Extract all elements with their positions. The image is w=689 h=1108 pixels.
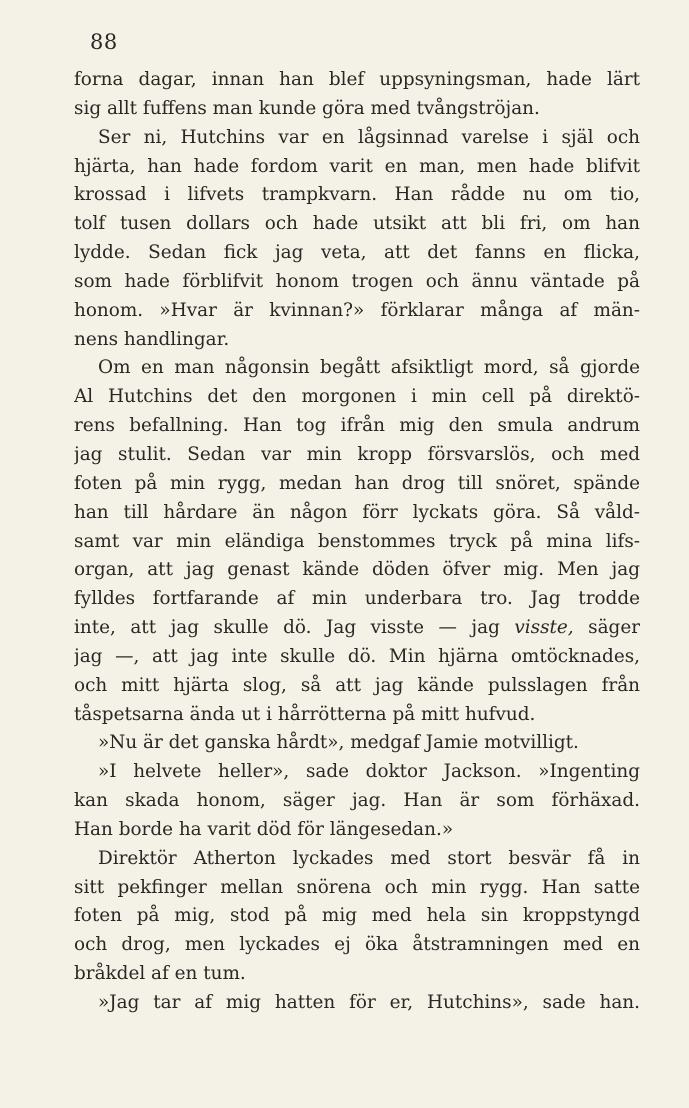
text-line: Ser ni, Hutchins var en lågsinnad varelse i själ och	[98, 126, 640, 148]
text-line: foten på mig, stod på mig med hela sin kroppstyngd	[74, 905, 640, 927]
text-line: forna dagar, innan han blef uppsyningsman, hade lärt	[74, 69, 640, 90]
text-line: »I helvete heller», sade doktor Jackson. »Ingenting	[98, 761, 640, 783]
text-line: tåspetsarna ända ut i hårrötterna på mitt hufvud.	[74, 703, 536, 725]
text-line: sig allt fuffens man kunde göra med tvångströjan.	[74, 97, 540, 119]
text-line: rens befallning. Han tog ifrån mig den smula andrum	[74, 415, 640, 437]
text-line: honom. »Hvar är kvinnan?» förklarar många af män-	[74, 299, 640, 321]
body-text	[74, 66, 640, 1018]
text-line: han till hårdare än någon förr lyckats göra. Så våld-	[74, 501, 640, 523]
text-line: Han borde ha varit död för längesedan.»	[74, 818, 454, 840]
text-line: inte, att jag skulle dö. Jag visste — jag visste, säger	[74, 617, 640, 639]
text-line: hjärta, han hade fordom varit en man, men hade blifvit	[74, 155, 640, 177]
page-number: 88	[90, 30, 118, 54]
text-line: tolf tusen dollars och hade utsikt att bli fri, om han	[74, 213, 640, 235]
text-line: krossad i lifvets trampkvarn. Han rådde nu om tio,	[74, 184, 640, 206]
text-line: bråkdel af en tum.	[74, 963, 246, 985]
text-line: Direktör Atherton lyckades med stort besvär få in	[98, 847, 640, 869]
text-line: samt var min eländiga benstommes tryck på mina lifs-	[74, 530, 640, 552]
text-line: foten på min rygg, medan han drog till snöret, spände	[74, 472, 640, 494]
text-line: och drog, men lyckades ej öka åtstramningen med en	[74, 934, 640, 956]
text-line: Al Hutchins det den morgonen i min cell på direktö-	[74, 386, 640, 408]
text-line: och mitt hjärta slog, så att jag kände pulsslagen från	[74, 674, 640, 696]
text-line: jag —, att jag inte skulle dö. Min hjärna omtöcknades,	[74, 645, 640, 667]
text-line: »Jag tar af mig hatten för er, Hutchins», sade han.	[98, 992, 640, 1013]
text-line: »Nu är det ganska hårdt», medgaf Jamie motvilligt.	[98, 732, 579, 754]
text-line: sitt pekfinger mellan snörena och min rygg. Han satte	[74, 876, 640, 898]
text-line: fylldes fortfarande af min underbara tro. Jag trodde	[74, 588, 640, 610]
text-line: lydde. Sedan fick jag veta, att det fanns en flicka,	[74, 242, 640, 264]
text-line: Om en man någonsin begått afsiktligt mord, så gjorde	[98, 357, 640, 379]
text-line: organ, att jag genast kände döden öfver mig. Men jag	[74, 559, 640, 581]
text-line: nens handlingar.	[74, 328, 230, 350]
text-line: jag stulit. Sedan var min kropp försvarslös, och med	[74, 443, 640, 465]
emphasis: visste,	[514, 617, 574, 639]
text-line: som hade förblifvit honom trogen och ännu väntade på	[74, 270, 640, 292]
text-line: kan skada honom, säger jag. Han är som förhäxad.	[74, 790, 640, 812]
